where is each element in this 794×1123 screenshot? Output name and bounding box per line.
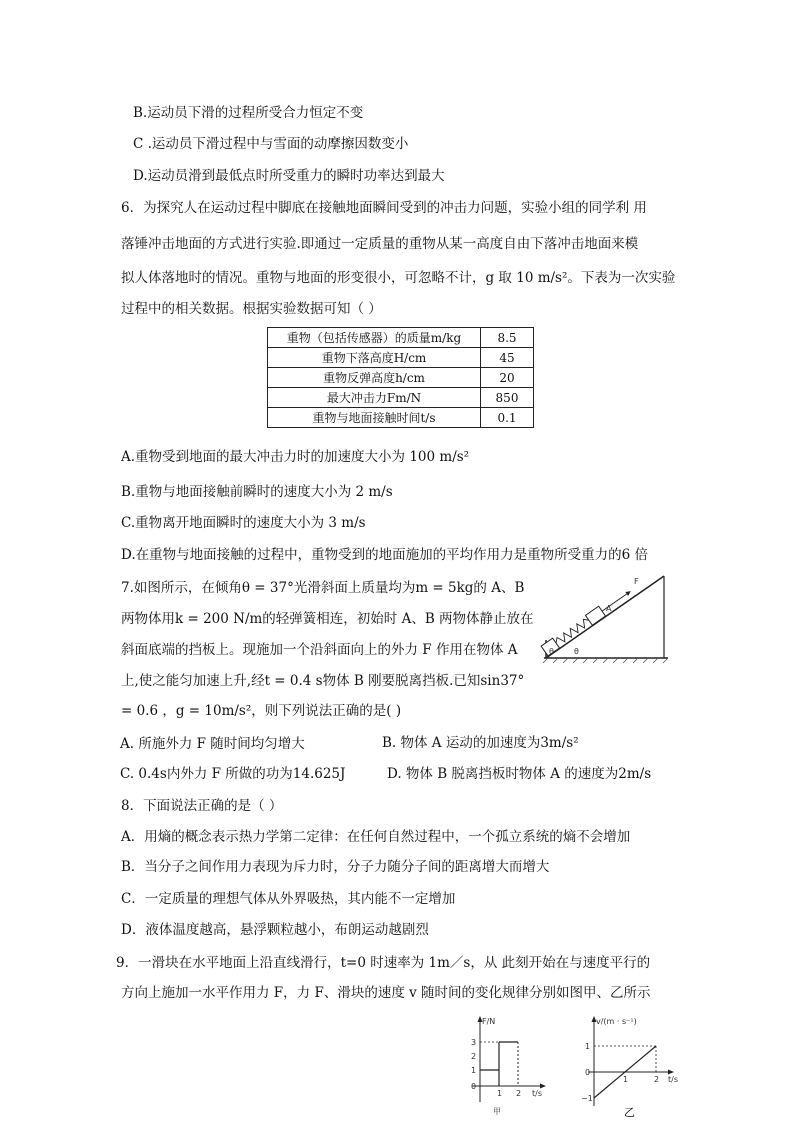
q8-option-c: C．一定质量的理想气体从外界吸热，其内能不一定增加 — [121, 891, 456, 907]
jia-caption: 甲 — [493, 1107, 501, 1116]
theta-label: θ — [574, 647, 579, 656]
graph-yi — [580, 1014, 685, 1120]
jia-tick-2: 2 — [471, 1052, 477, 1061]
q7-stem-line4: 上,使之能匀加速上升,经t = 0.4 s物体 B 刚要脱离挡板.已知sin37° — [121, 673, 525, 689]
q9-stem-line1: 9．一滑块在水平地面上沿直线滑行，t=0 时速率为 1m／s，从 此刻开始在与速度平行的 — [116, 955, 651, 971]
q7-option-d: D. 物体 B 脱离挡板时物体 A 的速度为2m/s — [387, 766, 652, 782]
q7-stem-line2: 两物体用k = 200 N/m的轻弹簧相连，初始时 A、B 两物体静止放在 — [121, 611, 534, 627]
table-row: 重物（包括传感器）的质量m/kg 8.5 — [268, 328, 534, 348]
q8-stem: 8．下面说法正确的是（ ） — [121, 798, 283, 814]
q8-option-b: B．当分子之间作用力表现为斥力时，分子力随分子间的距离增大而增大 — [121, 859, 550, 875]
q7-incline-figure — [538, 574, 670, 664]
graph-jia — [462, 1014, 557, 1120]
q6-data-table — [267, 327, 534, 428]
q9-stem-line2: 方向上施加一水平作用力 F，力 F、滑块的速度 v 随时间的变化规律分别如图甲、乙所示 — [121, 985, 651, 1001]
q5-option-c: C .运动员下滑过程中与雪面的动摩擦因数变小 — [133, 136, 409, 152]
yi-tick-x1: 1 — [623, 1075, 629, 1084]
q6-option-b: B.重物与地面接触前瞬时的速度大小为 2 m/s — [121, 484, 393, 500]
yi-ylabel: v/(m · s⁻¹) — [596, 1017, 637, 1026]
q5-option-d: D.运动员滑到最低点时所受重力的瞬时功率达到最大 — [133, 168, 445, 184]
q6-option-c: C.重物离开地面瞬时的速度大小为 3 m/s — [121, 515, 366, 531]
block-a — [585, 606, 605, 625]
q8-option-d: D．液体温度越高，悬浮颗粒越小，布朗运动越剧烈 — [121, 922, 429, 938]
q6-stem-line2: 落锤冲击地面的方式进行实验.即通过一定质量的重物从某一高度自由下落冲击地面来模 — [121, 236, 639, 252]
q7-option-a: A. 所施外力 F 随时间均匀增大 — [120, 736, 305, 752]
table-row: 最大冲击力Fm/N 850 — [268, 388, 534, 408]
jia-ylabel: F/N — [482, 1017, 496, 1026]
jia-tick-0: 0 — [471, 1082, 477, 1091]
q7-stem-line1: 7.如图所示，在倾角θ = 37°光滑斜面上质量均为m = 5kg的 A、B — [121, 580, 525, 596]
jia-tick-1: 1 — [471, 1066, 477, 1075]
force-label: F — [634, 577, 639, 586]
block-a-label: A — [606, 604, 612, 613]
jia-tick-3: 3 — [471, 1038, 477, 1047]
yi-tick-neg1: −1 — [581, 1094, 593, 1103]
q7-stem-line5: = 0.6 ，g = 10m/s²，则下列说法正确的是( ) — [121, 703, 402, 719]
yi-xlabel: t/s — [668, 1075, 678, 1084]
jia-tick-x1: 1 — [497, 1089, 503, 1098]
spring — [554, 617, 591, 646]
q6-stem-line4: 过程中的相关数据。根据实验数据可知（ ） — [121, 301, 382, 317]
jia-tick-x2: 2 — [516, 1089, 522, 1098]
q5-option-b: B.运动员下滑的过程所受合力恒定不变 — [133, 105, 364, 121]
jia-xlabel: t/s — [532, 1089, 542, 1098]
q7-option-b: B. 物体 A 运动的加速度为3m/s² — [382, 735, 579, 751]
theta-label-left: θ — [549, 647, 554, 656]
q8-option-a: A．用熵的概念表示热力学第二定律：在任何自然过程中，一个孤立系统的熵不会增加 — [121, 829, 631, 845]
table-row: 重物与地面接触时间t/s 0.1 — [268, 408, 534, 428]
q7-option-c: C. 0.4s内外力 F 所做的功为14.625J — [120, 766, 346, 782]
q6-stem-line1: 6．为探究人在运动过程中脚底在接触地面瞬间受到的冲击力问题，实验小组的同学利 用 — [121, 200, 647, 216]
table-row: 重物反弹高度h/cm 20 — [268, 368, 534, 388]
yi-caption: 乙 — [624, 1106, 635, 1119]
yi-tick-1: 1 — [585, 1042, 591, 1051]
q6-option-a: A.重物受到地面的最大冲击力时的加速度大小为 100 m/s² — [121, 449, 470, 465]
q7-stem-line3: 斜面底端的挡板上。现施加一个沿斜面向上的外力 F 作用在物体 A — [121, 642, 518, 658]
yi-tick-x2: 2 — [654, 1075, 660, 1084]
q6-option-d: D.在重物与地面接触的过程中，重物受到的地面施加的平均作用力是重物所受重力的6 倍 — [121, 547, 649, 563]
q6-stem-line3: 拟人体落地时的情况。重物与地面的形变很小，可忽略不计，g 取 10 m/s²。下表为一次实验 — [121, 270, 676, 286]
yi-tick-0: 0 — [585, 1068, 591, 1077]
table-row: 重物下落高度H/cm 45 — [268, 348, 534, 368]
